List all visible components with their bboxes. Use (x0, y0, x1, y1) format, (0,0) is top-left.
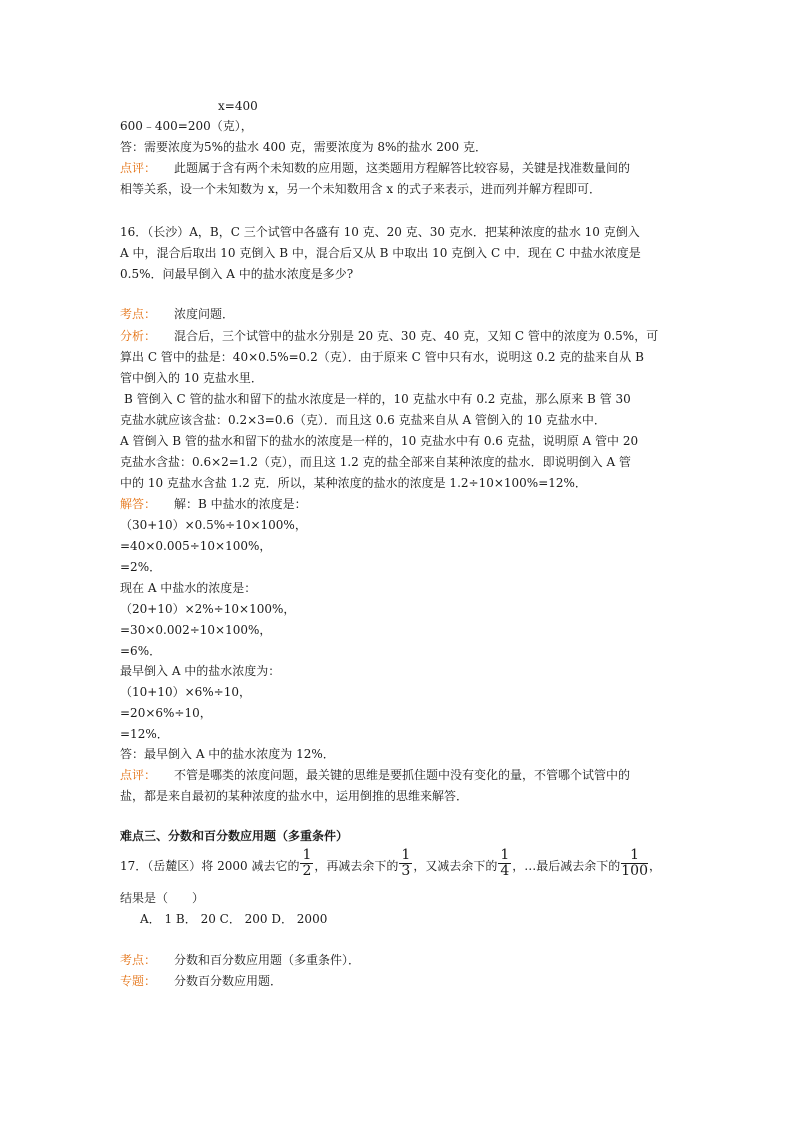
comment-line: 点评： 此题属于含有两个未知数的应用题，这类题用方程解答比较容易，关键是找准数量间的 (120, 161, 631, 175)
fenxi-line-3: 管中倒入的 10 克盐水里． (120, 371, 263, 385)
jieda-line-12: =12%． (120, 727, 169, 741)
jieda-line: 解答： 解：B 中盐水的浓度是： (120, 497, 307, 511)
kaodian-label: 考点： (120, 307, 157, 321)
question-17-options: A． 1 B． 20 C． 200 D． 2000 (140, 912, 328, 926)
fenxi-line-5: 克盐水就应该含盐：0.2×3=0.6（克）．而且这 0.6 克盐来自从 A 管倒入的 10 克盐水中． (120, 413, 606, 427)
jieda-line-13: 答：最早倒入 A 中的盐水浓度为 12%． (120, 747, 335, 761)
jieda-line-3: =40×0.005÷10×100%， (120, 539, 272, 553)
jieda-label: 解答： (120, 497, 157, 511)
dianping-line-2: 盐，都是来自最初的某种浓度的盐水中，运用倒推的思维来解答． (120, 789, 469, 803)
jieda-line-4: =2%． (120, 560, 162, 574)
dianping-line: 点评： 不管是哪类的浓度问题，最关键的思维是要抓住题中没有变化的量，不管哪个试管中的 (120, 768, 631, 782)
fenxi-line-8: 中的 10 克盐水含盐 1.2 克．所以，某种浓度的盐水的浓度是 1.2÷10×100%=12%． (120, 476, 587, 490)
fraction-1-4: $\frac{1}{4}$ (500, 847, 510, 879)
jieda-line-5: 现在 A 中盐水的浓度是： (120, 581, 257, 595)
jieda-line-7: =30×0.002÷10×100%， (120, 623, 272, 637)
comment-label: 点评： (120, 161, 157, 175)
q17-zhuanti-label: 专题： (120, 974, 157, 988)
q17-zhuanti-line: 专题： 分数百分数应用题． (120, 974, 283, 988)
question-17-line-2: 结果是（ ） (120, 891, 205, 905)
jieda-line-9: 最早倒入 A 中的盐水浓度为： (120, 664, 281, 678)
question-16-line-2: A 中，混合后取出 10 克倒入 B 中，混合后又从 B 中取出 10 克倒入 C 中．现在 C 中盐水浓度是 (120, 246, 641, 260)
jieda-line-2: （30+10）×0.5%÷10×100%， (120, 518, 307, 532)
question-16-line-1: 16．（长沙）A，B，C 三个试管中各盛有 10 克、20 克、30 克水．把某种浓度的盐水 10 克倒入 (120, 225, 640, 239)
question-17-line-1: 17．（岳麓区）将 2000 减去它的 $\frac{1}{2}$ ，再减去余下的 $\frac{1}{3}$ ，又减去余下的 $\frac{1}{4}$ ，…最后减去余下的 $\frac{1}{100}$ ， (120, 847, 662, 879)
question-16-line-3: 0.5%．问最早倒入 A 中的盐水浓度是多少? (120, 267, 354, 281)
jieda-line-10: （10+10）×6%÷10， (120, 685, 252, 699)
comment-line-2: 相等关系，设一个未知数为 x，另一个未知数用含 x 的式子来表示，进而列并解方程即可． (120, 182, 601, 196)
dianping-label: 点评： (120, 768, 157, 782)
fenxi-line: 分析： 混合后，三个试管中的盐水分别是 20 克、30 克、40 克，又知 C 管中的浓度为 0.5%，可 (120, 329, 659, 343)
fraction-1-3: $\frac{1}{3}$ (401, 847, 411, 879)
fraction-1-100: $\frac{1}{100}$ (621, 847, 648, 879)
fenxi-label: 分析： (120, 329, 157, 343)
jieda-line-8: =6%． (120, 644, 162, 658)
jieda-line-6: （20+10）×2%÷10×100%， (120, 602, 296, 616)
fenxi-line-6: A 管倒入 B 管的盐水和留下的盐水的浓度是一样的，10 克盐水中有 0.6 克盐，说明原 A 管中 20 (120, 434, 639, 448)
fenxi-line-4: B 管倒入 C 管的盐水和留下的盐水浓度是一样的，10 克盐水中有 0.2 克盐，那么原来 B 管 30 (124, 392, 631, 406)
fraction-1-2: $\frac{1}{2}$ (302, 847, 312, 879)
q17-kaodian-line: 考点： 分数和百分数应用题（多重条件）． (120, 953, 361, 967)
section-heading: 难点三、分数和百分数应用题（多重条件） (120, 829, 349, 843)
equation-x: x=400 (218, 99, 258, 113)
jieda-line-11: =20×6%÷10， (120, 706, 212, 720)
kaodian-line: 考点： 浓度问题． (120, 307, 235, 321)
q17-kaodian-label: 考点： (120, 953, 157, 967)
calc-line: 600﹣400=200（克）， (120, 119, 253, 133)
answer-line: 答：需要浓度为5%的盐水 400 克，需要浓度为 8%的盐水 200 克． (120, 140, 487, 154)
fenxi-line-7: 克盐水含盐：0.6×2=1.2（克），而且这 1.2 克的盐全部来自某种浓度的盐水．即说明倒入 A 管 (120, 455, 631, 469)
fenxi-line-2: 算出 C 管中的盐是：40×0.5%=0.2（克）．由于原来 C 管中只有水，说明这 0.2 克的盐来自从 B (120, 350, 644, 364)
